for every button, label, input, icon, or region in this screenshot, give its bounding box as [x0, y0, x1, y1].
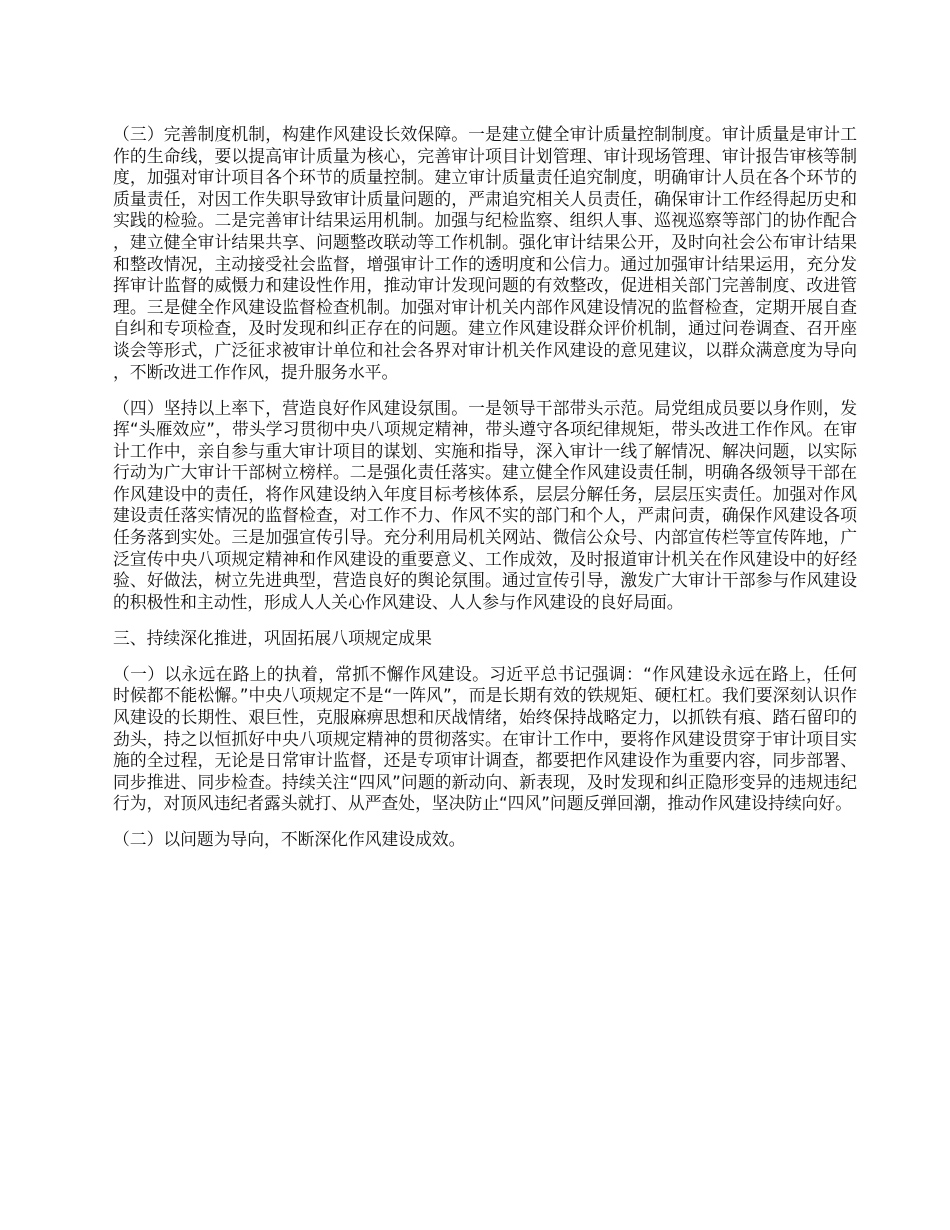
- paragraph-institutional-mechanisms: （三）完善制度机制，构建作风建设长效保障。一是建立健全审计质量控制制度。审计质量是审计工作的生命线，要以提高审计质量为核心，完善审计项目计划管理、审计现场管理、审计报告审核等制度，加强对审计项目各个环节的质量控制。建立审计质量责任追究制度，明确审计人员在各个环节的质量责任，对因工作失职导致审计质量问题的，严肃追究相关人员责任，确保审计工作经得起历史和实践的检验。二是完善审计结果运用机制。加强与纪检监察、组织人事、巡视巡察等部门的协作配合，建立健全审计结果共享、问题整改联动等工作机制。强化审计结果公开，及时向社会公布审计结果和整改情况，主动接受社会监督，增强审计工作的透明度和公信力。通过加强审计结果运用，充分发挥审计监督的威慑力和建设性作用，推动审计发现问题的有效整改，促进相关部门完善制度、改进管理。三是健全作风建设监督检查机制。加强对审计机关内部作风建设情况的监督检查，定期开展自查自纠和专项检查，及时发现和纠正存在的问题。建立作风建设群众评价机制，通过问卷调查、召开座谈会等形式，广泛征求被审计单位和社会各界对审计机关作风建设的意见建议，以群众满意度为导向，不断改进工作作风，提升服务水平。: [113, 124, 857, 382]
- paragraph-leading-by-example: （四）坚持以上率下，营造良好作风建设氛围。一是领导干部带头示范。局党组成员要以身作则，发挥“头雁效应”，带头学习贯彻中央八项规定精神，带头遵守各项纪律规矩，带头改进工作作风。在审计工作中，亲自参与重大审计项目的谋划、实施和指导，深入审计一线了解情况、解决问题，以实际行动为广大审计干部树立榜样。二是强化责任落实。建立健全作风建设责任制，明确各级领导干部在作风建设中的责任，将作风建设纳入年度目标考核体系，层层分解任务，层层压实责任。加强对作风建设责任落实情况的监督检查，对工作不力、作风不实的部门和个人，严肃问责，确保作风建设各项任务落到实处。三是加强宣传引导。充分利用局机关网站、微信公众号、内部宣传栏等宣传阵地，广泛宣传中央八项规定精神和作风建设的重要意义、工作成效，及时报道审计机关在作风建设中的好经验、好做法，树立先进典型，营造良好的舆论氛围。通过宣传引导，激发广大审计干部参与作风建设的积极性和主动性，形成人人关心作风建设、人人参与作风建设的良好局面。: [113, 397, 857, 612]
- paragraph-persistent-effort: （一）以永远在路上的执着，常抓不懈作风建设。习近平总书记强调：“作风建设永远在路上，任何时候都不能松懈。”中央八项规定不是“一阵风”，而是长期有效的铁规矩、硬杠杠。我们要深刻认识作风建设的长期性、艰巨性，克服麻痹思想和厌战情绪，始终保持战略定力，以抓铁有痕、踏石留印的劲头，持之以恒抓好中央八项规定精神的贯彻落实。在审计工作中，要将作风建设贯穿于审计项目实施的全过程，无论是日常审计监督，还是专项审计调查，都要把作风建设作为重要内容，同步部署、同步推进、同步检查。持续关注“四风”问题的新动向、新表现，及时发现和纠正隐形变异的违规违纪行为，对顶风违纪者露头就打、从严查处，坚决防止“四风”问题反弹回潮，推动作风建设持续向好。: [113, 663, 857, 814]
- section-heading-three: 三、持续深化推进，巩固拓展八项规定成果: [113, 627, 432, 648]
- paragraph-problem-oriented: （二）以问题为导向，不断深化作风建设成效。: [113, 829, 466, 850]
- document-body: [113, 124, 857, 865]
